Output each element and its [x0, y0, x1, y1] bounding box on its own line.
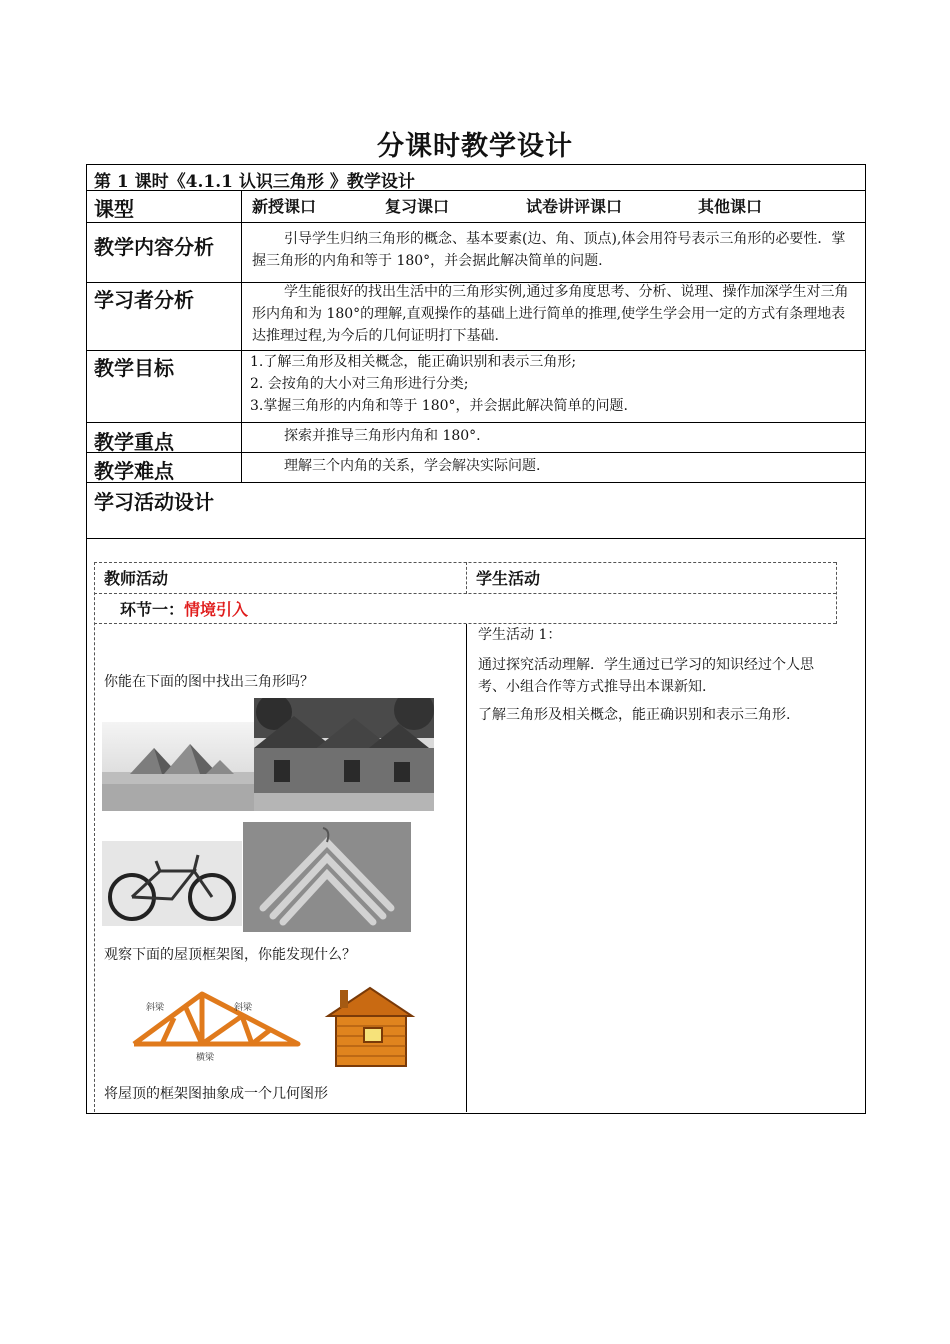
pyramids-photo — [102, 722, 254, 811]
student-activity-paragraph-1: 通过探究活动理解．学生通过已学习的知识经过个人思考、小组合作等方式推导出本课新知. — [478, 657, 814, 695]
content-analysis-label: 教学内容分析 — [94, 235, 214, 259]
lesson-type-other[interactable]: 其他课口 — [698, 197, 763, 216]
activity-design-label: 学习活动设计 — [94, 490, 214, 514]
learner-analysis-label: 学习者分析 — [94, 288, 194, 312]
objective-item: 2. 会按角的大小对三角形进行分类; — [250, 376, 469, 392]
roof-label-left: 斜梁 — [146, 1003, 165, 1013]
bicycle-photo — [102, 841, 242, 926]
key-points-label: 教学重点 — [94, 430, 174, 454]
key-points-text: 探索并推导三角形内角和 180°. — [284, 428, 481, 444]
difficulties-label: 教学难点 — [94, 459, 174, 483]
lesson-type-label: 课型 — [94, 197, 134, 221]
teacher-question-3: 将屋顶的框架图抽象成一个几何图形 — [104, 1086, 328, 1102]
learner-analysis-text: 学生能很好的找出生活中的三角形实例,通过多角度思考、分析、说理、操作加深学生对三角形内角和为 180°的理解,直观操作的基础上进行简单的推理,使学生学会用一定的方式有条理地表达推理过程,为今后的几何证明打下基础. — [252, 284, 849, 344]
student-activity-paragraph-2: 了解三角形及相关概念，能正确识别和表示三角形. — [478, 707, 791, 723]
roof-truss-diagram — [102, 980, 466, 1072]
lesson-type-review[interactable]: 复习课口 — [385, 197, 450, 216]
lesson-type-exam-review[interactable]: 试卷讲评课口 — [526, 197, 623, 216]
content-analysis-text: 引导学生归纳三角形的概念、基本要素(边、角、顶点),体会用符号表示三角形的必要性．掌握三角形的内角和等于 180°，并会据此解决简单的问题. — [252, 231, 846, 269]
difficulties-text: 理解三个内角的关系，学会解决实际问题. — [284, 458, 541, 474]
hangers-photo — [243, 822, 411, 932]
section-name: 情境引入 — [184, 600, 249, 619]
house-photo — [254, 698, 434, 811]
teacher-activity-header: 教师活动 — [104, 569, 169, 588]
teacher-question-2: 观察下面的屋顶框架图，你能发现什么？ — [104, 947, 356, 963]
student-activity-header: 学生活动 — [476, 569, 541, 588]
teacher-question-1: 你能在下面的图中找出三角形吗？ — [104, 674, 314, 690]
objectives-label: 教学目标 — [94, 356, 174, 380]
objective-item: 1.了解三角形及相关概念，能正确识别和表示三角形; — [250, 354, 577, 370]
page-title: 分课时教学设计 — [377, 131, 573, 162]
lesson-type-new[interactable]: 新授课口 — [252, 197, 317, 216]
objective-item: 3.掌握三角形的内角和等于 180°，并会据此解决简单的问题. — [250, 398, 628, 414]
section-heading — [120, 597, 248, 620]
roof-label-right: 斜梁 — [234, 1003, 253, 1013]
student-activity-title: 学生活动 1： — [478, 627, 562, 643]
objectives-list — [250, 351, 856, 417]
section-prefix: 环节一： — [120, 600, 185, 619]
lesson-header: 第 1 课时《4.1.1 认识三角形 》教学设计 — [94, 172, 415, 192]
roof-label-bottom: 横梁 — [196, 1053, 215, 1063]
